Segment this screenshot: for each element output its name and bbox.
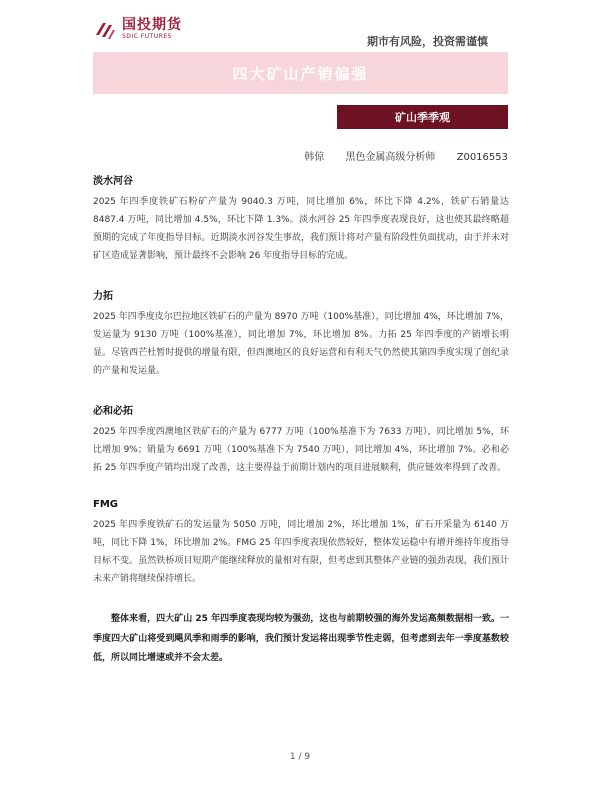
author-info — [292, 148, 508, 163]
section-bhp — [93, 402, 509, 477]
logo-chinese-text: 国投期货 — [122, 17, 182, 33]
summary-section — [93, 610, 509, 669]
section-body: 2025 年四季度铁矿石粉矿产量为 9040.3 万吨，同比增加 6%，环比下降 4.2%，铁矿石销量达 8487.4 万吨，同比增加 4.5%，环比下降 1.3%。淡水河谷 25 年四季度表现良好，这也使其最终略超预期的完成了年度指导目标。近期淡水河谷发生事故，我们预计将对产量有阶段性负面扰动，由于并未对矿区造成显著影响，预计最终不会影响 26 年度指导目标的完成。 — [93, 197, 509, 261]
section-body: 2025 年四季度西澳地区铁矿石的产量为 6777 万吨（100%基准下为 7633 万吨），同比增加 5%，环比增加 9%；销量为 6691 万吨（100%基准下为 7540 万吨），同比增加 4%，环比增加 7%。必和必拓 25 年四季度产销均出现了改善，这主要得益于前期计划内的项目进展顺利，供应链效率得到了改善。 — [93, 427, 509, 473]
company-logo — [94, 18, 182, 41]
section-body: 2025 年四季度铁矿石的发运量为 5050 万吨，同比增加 2%，环比增加 1%，矿石开采量为 6140 万吨，同比下降 1%，环比增加 2%。FMG 25 年四季度表现依然较好，整体发运稳中有增并维持年度指导目标不变。虽然铁桥项目短期产能继续释放的量相对有限，但考虑到其整体产业链的强劲表现，我们预计未来产销将继续保持增长。 — [93, 520, 509, 584]
page-number: 1 / 9 — [289, 752, 311, 762]
section-heading: 力拓 — [93, 291, 113, 302]
report-body — [93, 172, 509, 669]
author-id: Z0016553 — [456, 152, 508, 163]
section-rio-tinto — [93, 287, 509, 380]
risk-slogan: 期市有风险，投资需谨慎 — [367, 35, 488, 48]
report-title: 四大矿山产销偏强 — [232, 64, 369, 83]
page-header — [0, 0, 600, 50]
section-heading: 必和必拓 — [93, 406, 133, 417]
report-category-tag: 矿山季季观 — [337, 105, 508, 129]
section-heading: FMG — [93, 499, 118, 510]
logo-english-text: SDIC FUTURES — [122, 33, 172, 40]
title-banner — [93, 52, 508, 94]
section-heading: 淡水河谷 — [93, 176, 133, 187]
section-fmg — [93, 499, 509, 588]
logo-icon — [94, 19, 116, 41]
summary-paragraph: 整体来看，四大矿山 25 年四季度表现均较为强劲，这也与前期较强的海外发运高频数据相一致。一季度四大矿山将受到飓风季和雨季的影响，我们预计发运将出现季节性走弱，但考虑到去年一季度基数较低，所以同比增速或并不会太差。 — [93, 614, 509, 663]
section-vale — [93, 172, 509, 265]
author-name: 韩倞 — [304, 152, 325, 163]
section-body: 2025 年四季度皮尔巴拉地区铁矿石的产量为 8970 万吨（100%基准），同比增加 4%，环比增加 7%，发运量为 9130 万吨（100%基准），同比增加 7%，环比增加 8%。力拓 25 年四季度的产销增长明显。尽管西芒杜暂时提供的增量有限，但西澳地区的良好运营和有利天气仍然使其第四季度实现了创纪录的产量和发运量。 — [93, 312, 509, 376]
author-role: 黑色金属高级分析师 — [345, 152, 436, 163]
